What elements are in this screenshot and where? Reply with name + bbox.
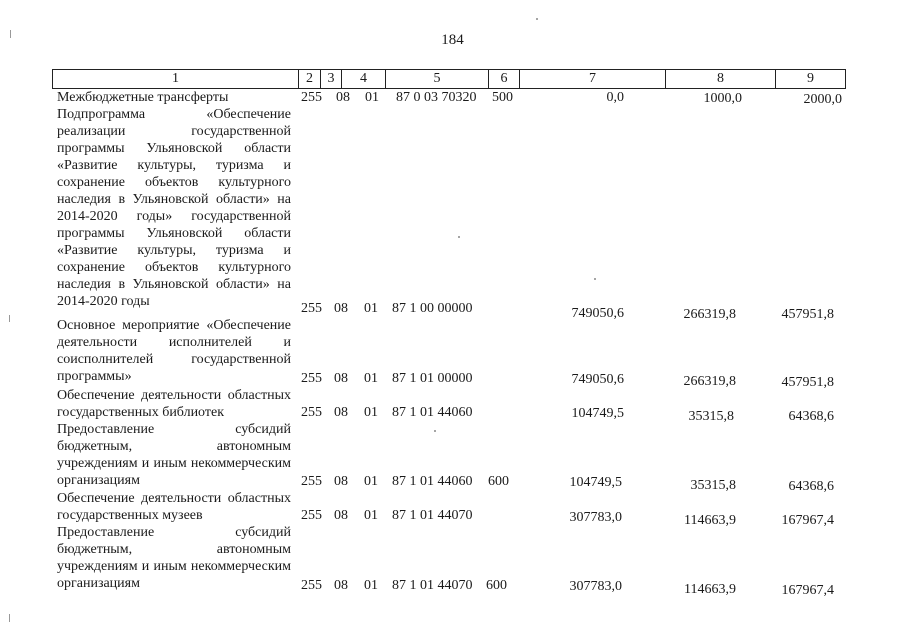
cell-c8: 266319,8 — [683, 307, 736, 322]
cell-c2: 255 — [301, 405, 322, 420]
header-col-2: 2 — [299, 70, 321, 88]
cell-c7: 104749,5 — [571, 406, 624, 421]
header-col-3: 3 — [321, 70, 342, 88]
scan-speck — [536, 18, 538, 20]
header-col-7: 7 — [520, 70, 666, 88]
cell-c3: 08 — [334, 578, 348, 593]
row-name: Обеспечение деятельности областных государственных библиотек — [57, 388, 291, 420]
row-name: Подпрограмма «Обеспечение реализации государственной программы Ульяновской области «Развитие культуры, туризма и сохранение объектов культурного наследия в Ульяновской области» на 2014-2020 годы» государственной программы Ульяновской области «Развитие культуры, туризма и сохранение объектов культурного наследия в Ульяновской области» на 2014-2020 годы — [57, 107, 291, 309]
cell-c4: 01 — [364, 508, 378, 523]
cell-c4: 01 — [364, 405, 378, 420]
cell-c5: 87 1 00 00000 — [392, 301, 473, 316]
cell-c6: 500 — [492, 90, 513, 105]
cell-c8: 114663,9 — [684, 513, 736, 528]
cell-c2: 255 — [301, 508, 322, 523]
cell-c9: 167967,4 — [781, 583, 834, 598]
cell-c7: 0,0 — [606, 90, 624, 105]
cell-c6: 600 — [488, 474, 509, 489]
cell-c7: 749050,6 — [571, 306, 624, 321]
cell-c5: 87 1 01 44060 — [392, 405, 473, 420]
cell-c8: 35315,8 — [690, 478, 736, 493]
header-col-6: 6 — [489, 70, 520, 88]
cell-c3: 08 — [334, 405, 348, 420]
header-col-9: 9 — [807, 71, 814, 86]
cell-c3: 08 — [334, 474, 348, 489]
scan-mark — [9, 315, 10, 322]
cell-c8: 1000,0 — [703, 91, 742, 106]
cell-c7: 749050,6 — [571, 372, 624, 387]
cell-c8: 114663,9 — [684, 582, 736, 597]
page-number: 184 — [441, 32, 464, 48]
header-col-5: 5 — [386, 70, 489, 88]
cell-c3: 08 — [334, 301, 348, 316]
cell-c5: 87 1 01 44070 — [392, 508, 473, 523]
cell-c2: 255 — [301, 578, 322, 593]
cell-c3: 08 — [334, 371, 348, 386]
cell-c9: 167967,4 — [781, 513, 834, 528]
scan-speck — [458, 236, 460, 238]
cell-c7: 104749,5 — [569, 475, 622, 490]
cell-c2: 255 — [301, 474, 322, 489]
row-name: Обеспечение деятельности областных государственных музеев — [57, 491, 291, 523]
cell-c9: 64368,6 — [788, 479, 834, 494]
cell-c4: 01 — [364, 474, 378, 489]
cell-c9: 457951,8 — [781, 307, 834, 322]
cell-c5: 87 1 01 44060 — [392, 474, 473, 489]
header-col-4: 4 — [342, 70, 386, 88]
table-header — [52, 69, 846, 89]
cell-c8: 35315,8 — [688, 409, 734, 424]
cell-c4: 01 — [364, 301, 378, 316]
scan-speck — [434, 430, 436, 432]
cell-c5: 87 1 01 00000 — [392, 371, 473, 386]
cell-c3: 08 — [334, 508, 348, 523]
row-name: Предоставление субсидий бюджетным, автономным учреждениям и иным некоммерческим организациям — [57, 422, 291, 488]
cell-c8: 266319,8 — [683, 374, 736, 389]
cell-c4: 01 — [364, 371, 378, 386]
cell-c5: 87 0 03 70320 — [396, 90, 477, 105]
cell-c2: 255 — [301, 371, 322, 386]
header-col-1: 1 — [53, 70, 299, 88]
row-name: Предоставление субсидий бюджетным, автономным учреждениям и иным некоммерческим организациям — [57, 525, 291, 591]
row-name: Основное мероприятие «Обеспечение деятельности исполнителей и соисполнителей государственной программы» — [57, 318, 291, 384]
cell-c2: 255 — [301, 301, 322, 316]
scan-mark — [10, 30, 11, 38]
cell-c9: 2000,0 — [803, 92, 842, 107]
cell-c3: 08 — [336, 90, 350, 105]
cell-c4: 01 — [364, 578, 378, 593]
scan-mark — [9, 614, 10, 622]
cell-c2: 255 — [301, 90, 322, 105]
cell-c9: 64368,6 — [788, 409, 834, 424]
row-name: Межбюджетные трансферты — [57, 90, 229, 105]
cell-c4: 01 — [365, 90, 379, 105]
header-col-8: 8 — [666, 70, 776, 88]
cell-c7: 307783,0 — [569, 579, 622, 594]
scan-speck — [594, 278, 596, 280]
cell-c5: 87 1 01 44070 — [392, 578, 473, 593]
cell-c7: 307783,0 — [569, 510, 622, 525]
cell-c6: 600 — [486, 578, 507, 593]
cell-c9: 457951,8 — [781, 375, 834, 390]
